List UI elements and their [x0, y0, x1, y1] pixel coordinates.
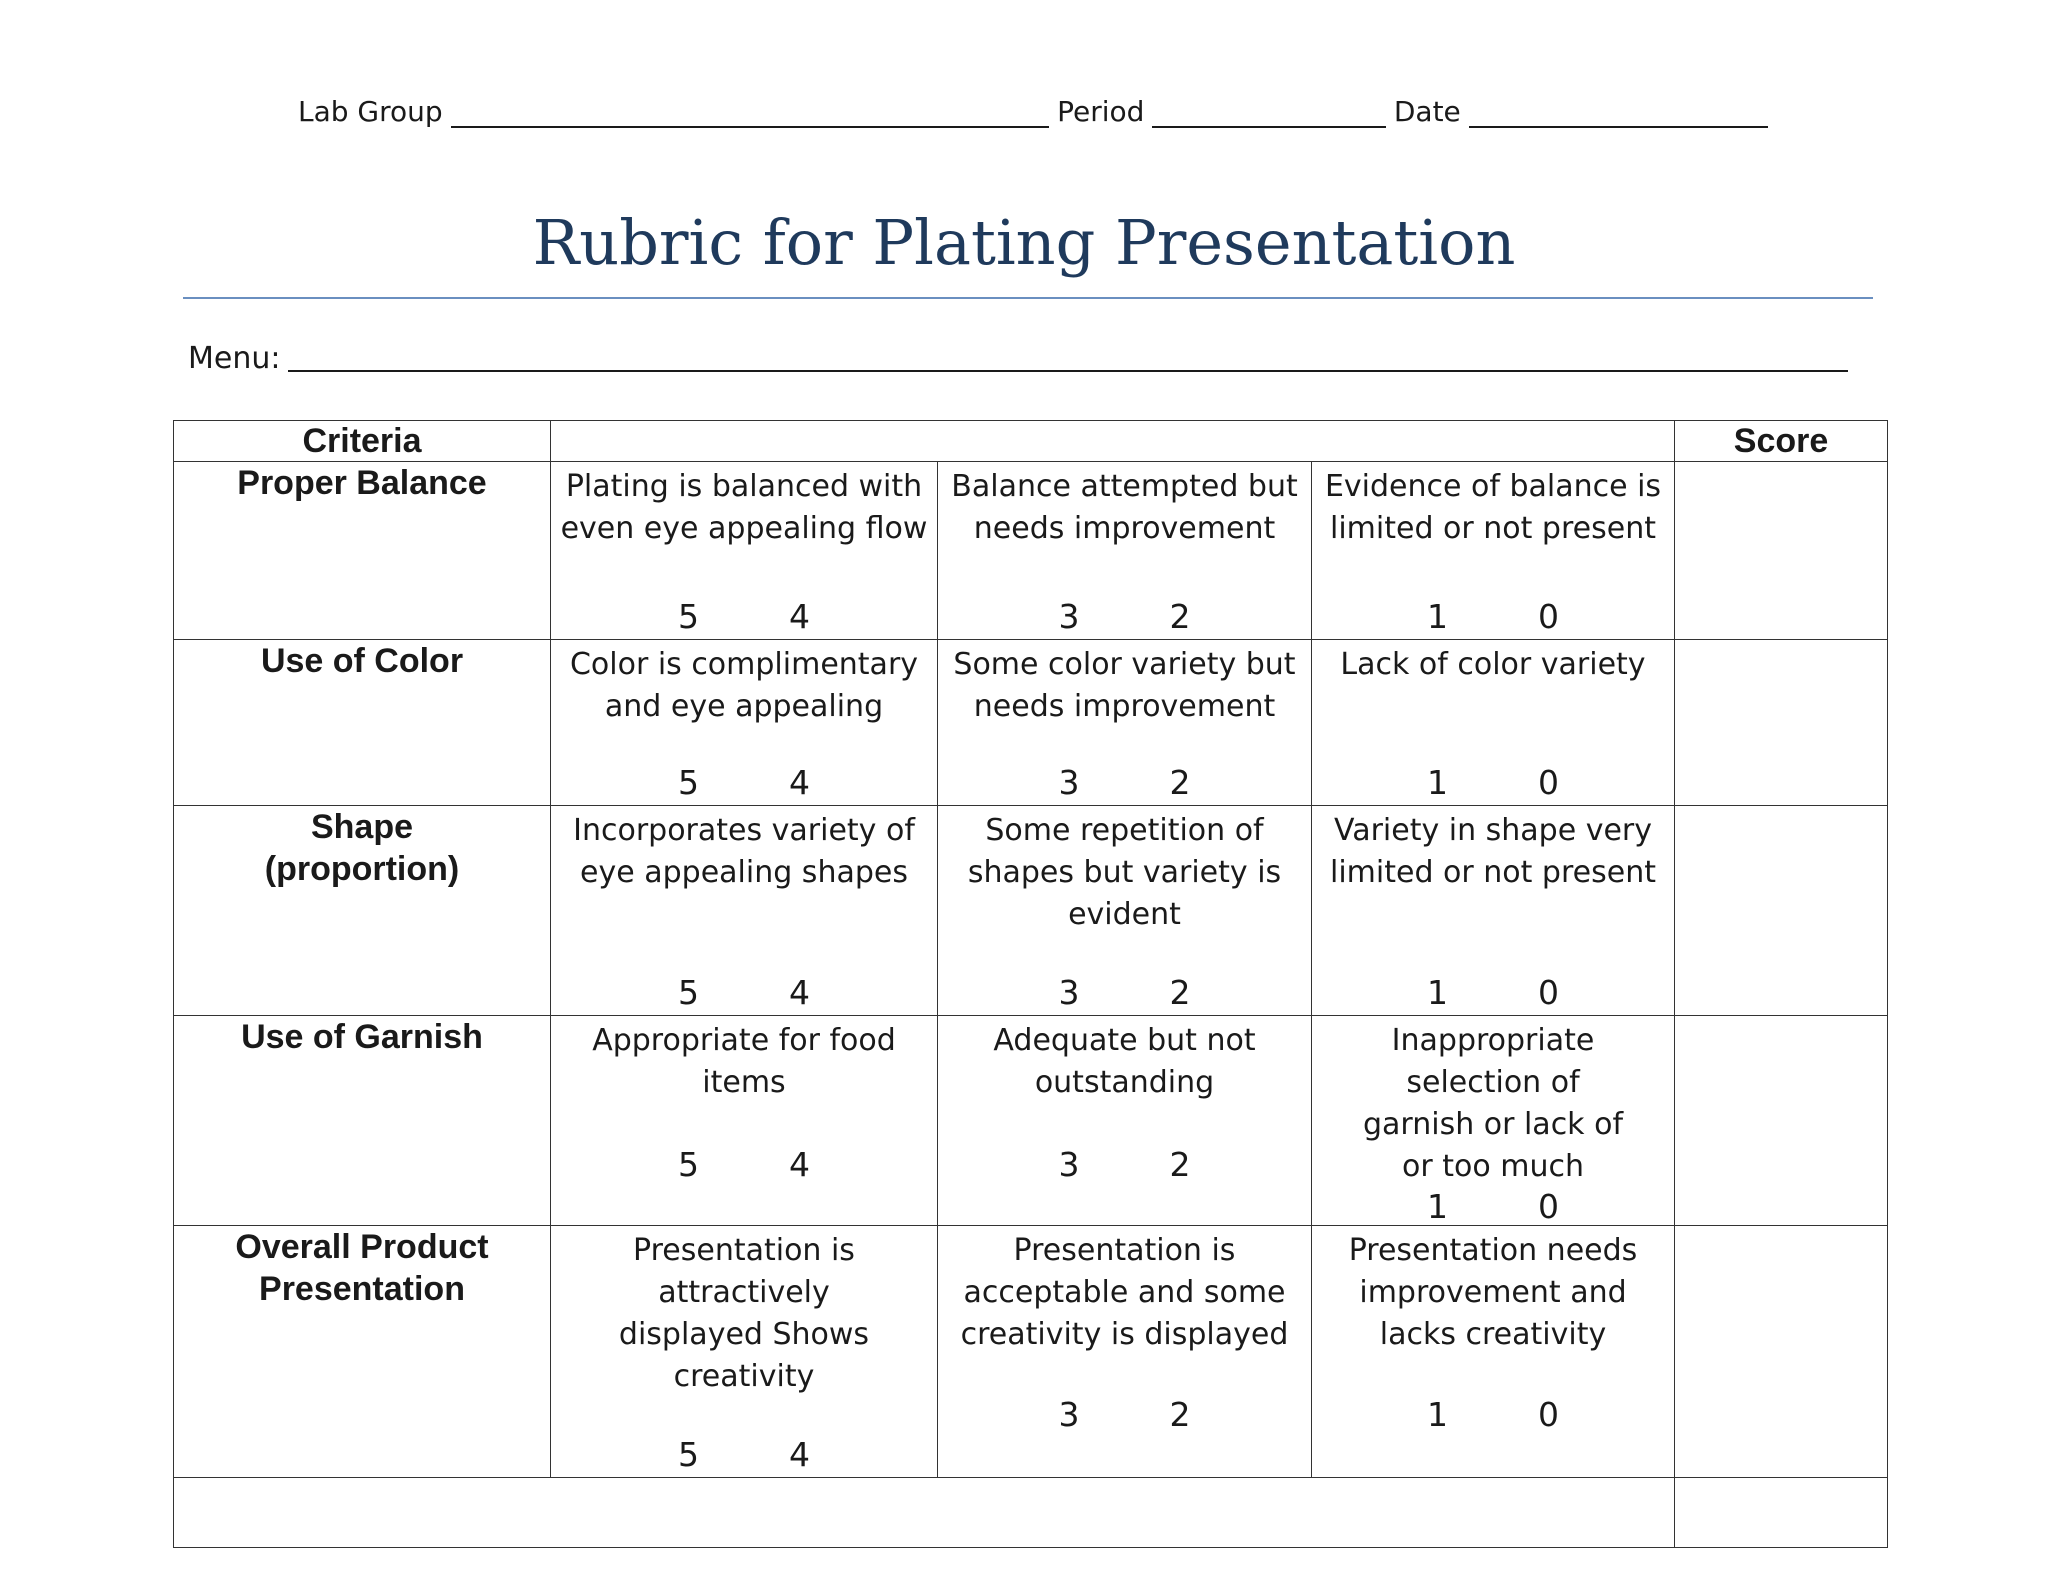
points: 5	[678, 973, 699, 1012]
total-label-cell	[174, 1478, 1675, 1548]
points: 3	[1058, 1395, 1080, 1434]
points: 0	[1538, 973, 1559, 1012]
level-cell	[1312, 1226, 1675, 1478]
criteria-cell: Shape (proportion)	[174, 806, 551, 1016]
table-header-row	[174, 421, 1888, 462]
level-desc: Presentation is acceptable and some creativity is displayed	[960, 1233, 1289, 1352]
points: 0	[1538, 1395, 1559, 1434]
score-cell[interactable]	[1675, 640, 1888, 806]
score-cell[interactable]	[1675, 1226, 1888, 1478]
points: 0	[1538, 597, 1559, 636]
points: 0	[1538, 763, 1559, 802]
level-desc: Balance attempted but needs improvement	[951, 469, 1298, 546]
level-cell	[551, 462, 938, 640]
level-desc: Presentation is attractively displayed Shows creativity	[618, 1233, 870, 1394]
points: 3	[1058, 763, 1080, 802]
criteria-cell: Use of Color	[174, 640, 551, 806]
criteria-cell: Proper Balance	[174, 462, 551, 640]
header-fields	[298, 92, 1768, 132]
level-cell	[1312, 462, 1675, 640]
points: 3	[1058, 1145, 1080, 1184]
points: 3	[1058, 973, 1080, 1012]
rubric-table	[173, 420, 1888, 1548]
total-score-cell[interactable]	[1675, 1478, 1888, 1548]
points: 2	[1169, 973, 1191, 1012]
points: 4	[789, 973, 810, 1012]
points: 1	[1427, 973, 1448, 1012]
level-cell	[938, 1226, 1312, 1478]
lab-group-field[interactable]	[451, 96, 1049, 128]
levels-header	[551, 421, 1675, 462]
criteria-cell: Use of Garnish	[174, 1016, 551, 1226]
date-label: Date	[1393, 95, 1461, 128]
level-desc: Some color variety but needs improvement	[953, 647, 1296, 724]
level-desc: Incorporates variety of eye appealing shapes	[573, 813, 915, 890]
level-desc: Inappropriate selection of garnish or lack of or too much	[1362, 1023, 1624, 1184]
total-row	[174, 1478, 1888, 1548]
points: 2	[1169, 597, 1191, 636]
points: 4	[789, 1145, 810, 1184]
score-cell[interactable]	[1675, 806, 1888, 1016]
points: 1	[1427, 597, 1448, 636]
points: 2	[1169, 763, 1191, 802]
level-desc: Variety in shape very limited or not present	[1330, 813, 1656, 890]
points: 1	[1427, 1395, 1448, 1434]
level-cell	[551, 1226, 938, 1478]
level-desc: Some repetition of shapes but variety is evident	[967, 813, 1282, 932]
table-row	[174, 640, 1888, 806]
level-desc: Appropriate for food items	[592, 1023, 896, 1100]
level-cell	[1312, 806, 1675, 1016]
date-field[interactable]	[1469, 96, 1768, 128]
table-row	[174, 806, 1888, 1016]
points: 5	[678, 597, 699, 636]
level-desc: Evidence of balance is limited or not present	[1324, 469, 1662, 546]
period-label: Period	[1057, 95, 1145, 128]
level-cell	[938, 806, 1312, 1016]
points: 5	[678, 1435, 699, 1474]
menu-line	[188, 340, 1848, 376]
points: 0	[1538, 1187, 1559, 1226]
score-header: Score	[1675, 421, 1888, 462]
level-desc: Color is complimentary and eye appealing	[569, 647, 919, 724]
level-desc: Lack of color variety	[1340, 647, 1646, 682]
points: 3	[1058, 597, 1080, 636]
points: 5	[678, 1145, 699, 1184]
level-cell	[938, 462, 1312, 640]
points: 2	[1169, 1145, 1191, 1184]
level-desc: Plating is balanced with even eye appealing flow	[560, 469, 928, 546]
level-desc: Presentation needs improvement and lacks creativity	[1348, 1233, 1638, 1352]
level-cell	[1312, 1016, 1675, 1226]
table-row	[174, 1016, 1888, 1226]
points: 2	[1169, 1395, 1191, 1434]
page-title: Rubric for Plating Presentation	[532, 206, 1516, 279]
level-cell	[551, 806, 938, 1016]
period-field[interactable]	[1152, 96, 1385, 128]
level-desc: Adequate but not outstanding	[993, 1023, 1256, 1100]
menu-field[interactable]	[288, 340, 1848, 372]
menu-label: Menu:	[188, 341, 281, 376]
level-cell	[551, 640, 938, 806]
score-cell[interactable]	[1675, 1016, 1888, 1226]
level-cell	[938, 640, 1312, 806]
criteria-header: Criteria	[174, 421, 551, 462]
points: 5	[678, 763, 699, 802]
level-cell	[551, 1016, 938, 1226]
points: 4	[789, 597, 810, 636]
lab-group-label: Lab Group	[298, 95, 443, 128]
points: 1	[1427, 763, 1448, 802]
title-divider	[183, 297, 1873, 299]
table-row	[174, 462, 1888, 640]
points: 4	[789, 1435, 810, 1474]
points: 4	[789, 763, 810, 802]
criteria-cell: Overall Product Presentation	[174, 1226, 551, 1478]
points: 1	[1427, 1187, 1448, 1226]
level-cell	[1312, 640, 1675, 806]
score-cell[interactable]	[1675, 462, 1888, 640]
level-cell	[938, 1016, 1312, 1226]
table-row	[174, 1226, 1888, 1478]
